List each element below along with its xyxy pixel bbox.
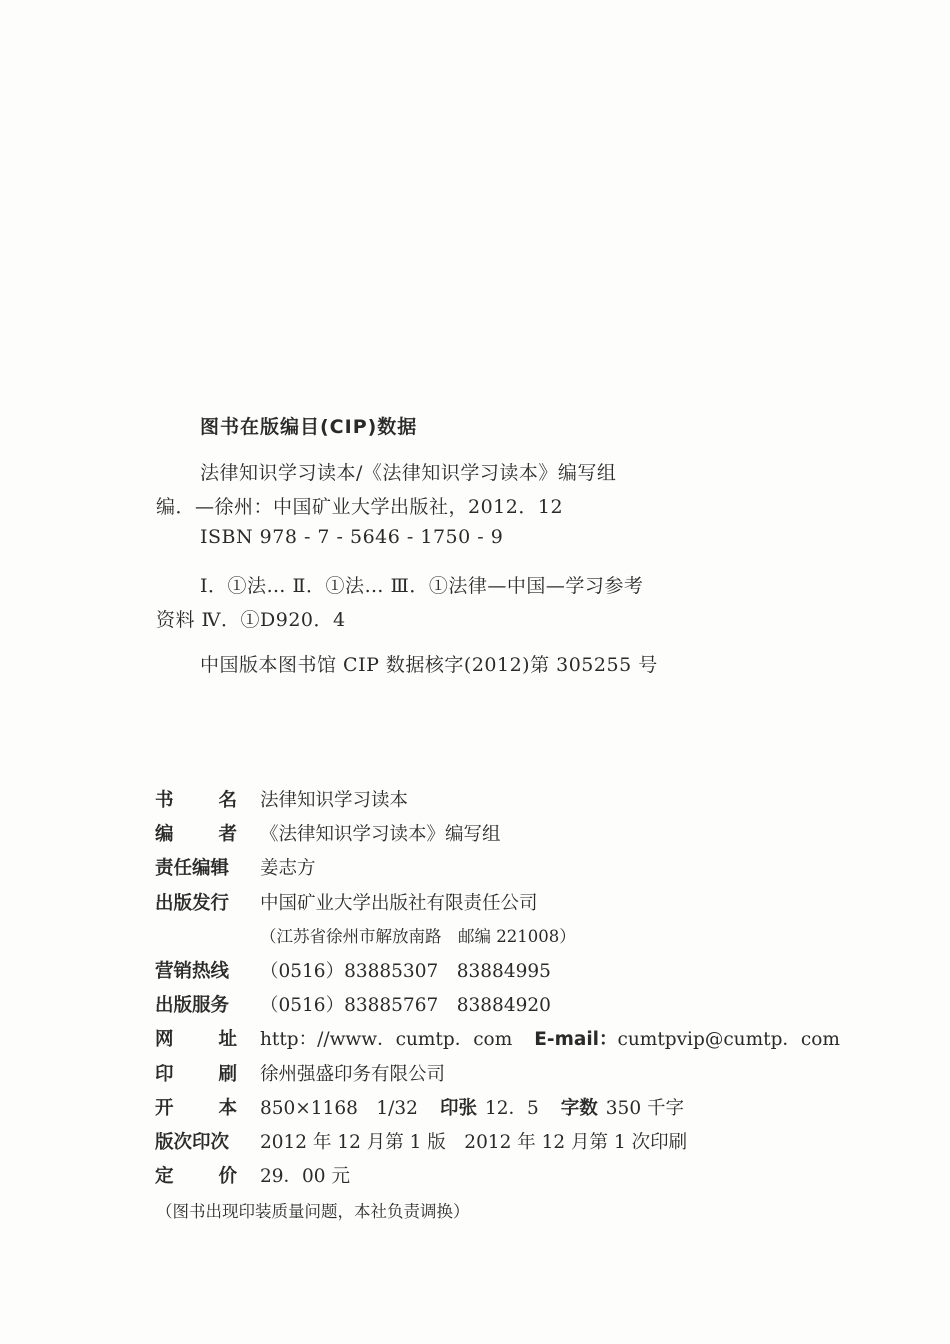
info-row-editor <box>155 820 875 854</box>
cip-isbn-line: ISBN 978 - 7 - 5646 - 1750 - 9 <box>200 526 504 548</box>
info-row-marketing <box>155 957 875 991</box>
email-label: E-mail： <box>534 1029 618 1051</box>
cip-record-number: 中国版本图书馆 CIP 数据核字(2012)第 305255 号 <box>200 654 658 676</box>
info-row-service <box>155 991 875 1025</box>
format-value: 850×1168 1/32 <box>260 1097 418 1119</box>
sheets-label: 印张 <box>439 1097 477 1119</box>
info-row-printer <box>155 1060 875 1094</box>
editor-label: 编 者 <box>155 824 237 846</box>
publisher-label: 出版发行 <box>155 892 230 914</box>
publisher-address: （江苏省徐州市解放南路 邮编 221008） <box>260 926 576 946</box>
info-row-price <box>155 1162 875 1196</box>
sheets-value: 12．5 <box>484 1097 539 1119</box>
quality-footnote: （图书出现印装质量问题，本社负责调换） <box>156 1202 470 1221</box>
publisher-value: 中国矿业大学出版社有限责任公司 <box>260 892 538 914</box>
printer-label: 印 刷 <box>155 1063 237 1085</box>
price-label: 定 价 <box>155 1166 237 1188</box>
info-row-address <box>155 923 875 957</box>
info-row-format <box>155 1094 875 1128</box>
info-row-web <box>155 1025 875 1059</box>
word-count-label: 字数 <box>560 1097 598 1119</box>
service-label: 出版服务 <box>155 995 230 1017</box>
info-row-responsible-editor <box>155 854 875 888</box>
web-label: 网 址 <box>155 1029 237 1051</box>
cip-publisher-line: 编．—徐州：中国矿业大学出版社，2012．12 <box>156 496 564 518</box>
email-link[interactable]: cumtpvip@cumtp．com <box>617 1029 840 1051</box>
cip-subject-line: Ⅰ．①法… Ⅱ．①法… Ⅲ．①法律—中国—学习参考 <box>200 575 644 597</box>
title-value: 法律知识学习读本 <box>260 790 409 811</box>
responsible-editor-value: 姜志方 <box>260 858 316 880</box>
format-label: 开 本 <box>155 1097 237 1119</box>
cip-class-line: 资料 Ⅳ．①D920．4 <box>156 609 346 631</box>
edition-value: 2012 年 12 月第 1 版 2012 年 12 月第 1 次印刷 <box>260 1131 688 1153</box>
marketing-label: 营销热线 <box>155 960 230 982</box>
service-value: （0516）83885767 83884920 <box>260 995 551 1017</box>
book-info-table <box>155 786 875 1196</box>
price-value: 29．00 元 <box>260 1166 350 1188</box>
word-count-value: 350 千字 <box>605 1097 684 1119</box>
info-row-title <box>155 786 875 820</box>
cip-title-line: 法律知识学习读本/《法律知识学习读本》编写组 <box>200 462 617 484</box>
printer-value: 徐州强盛印务有限公司 <box>260 1063 446 1085</box>
info-row-edition <box>155 1128 875 1162</box>
cip-heading: 图书在版编目(CIP)数据 <box>200 416 418 438</box>
edition-label: 版次印次 <box>155 1131 230 1153</box>
editor-value: 《法律知识学习读本》编写组 <box>260 824 501 846</box>
info-row-publisher <box>155 889 875 923</box>
marketing-value: （0516）83885307 83884995 <box>260 960 551 982</box>
website-link[interactable]: http：//www．cumtp．com <box>260 1029 513 1051</box>
title-label: 书 名 <box>155 790 237 811</box>
responsible-editor-label: 责任编辑 <box>155 858 230 880</box>
